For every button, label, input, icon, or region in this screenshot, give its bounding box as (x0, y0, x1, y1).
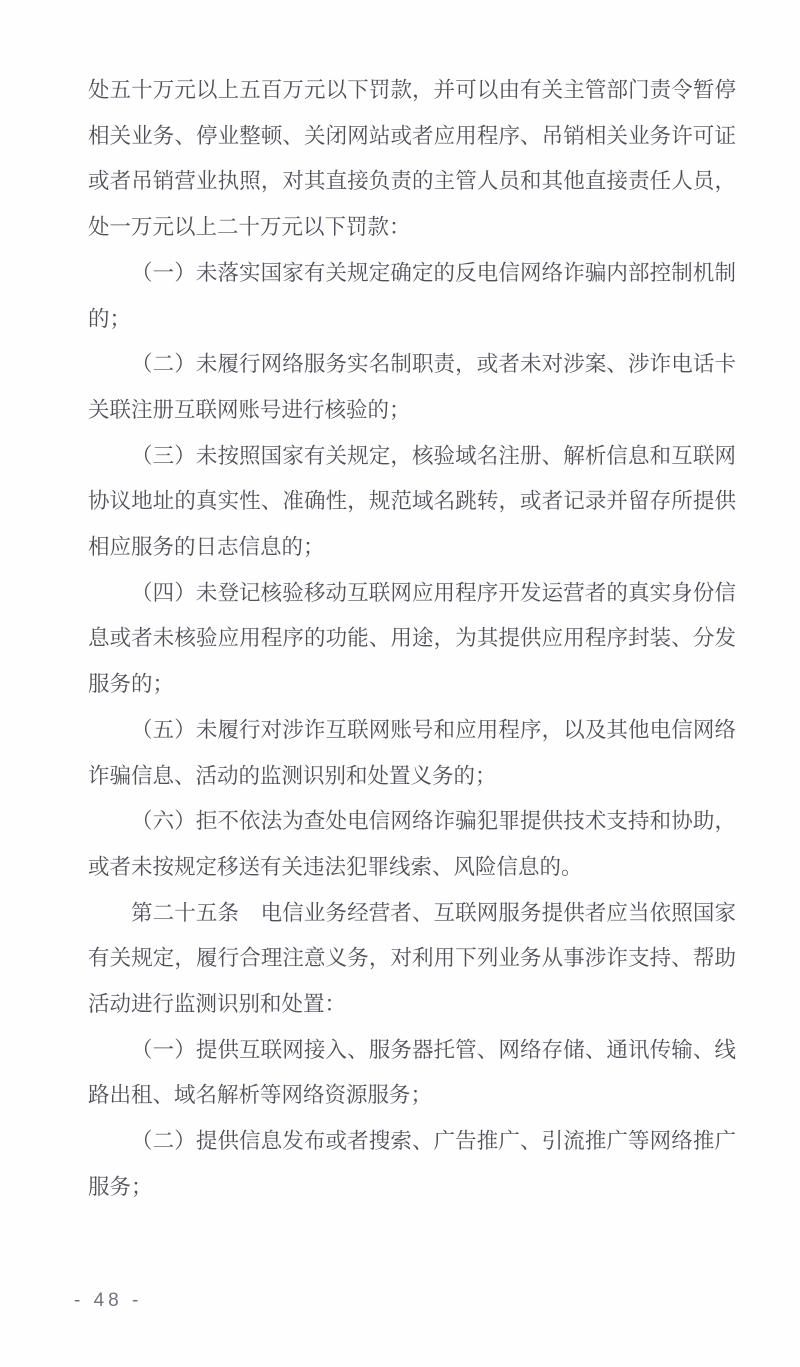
document-body (88, 68, 736, 1211)
paragraph: （一）提供互联网接入、服务器托管、网络存储、通讯传输、线路出租、域名解析等网络资源服务； (88, 1037, 736, 1108)
page-number: - 48 - (74, 1290, 143, 1311)
paragraph: （一）未落实国家有关规定确定的反电信网络诈骗内部控制机制的； (88, 260, 736, 331)
paragraph: 第二十五条 电信业务经营者、互联网服务提供者应当依照国家有关规定，履行合理注意义务，对利用下列业务从事涉诈支持、帮助活动进行监测识别和处置： (88, 900, 736, 1017)
paragraph: （二）提供信息发布或者搜索、广告推广、引流推广等网络推广服务； (88, 1129, 736, 1199)
paragraph: （二）未履行网络服务实名制职责，或者未对涉案、涉诈电话卡关联注册互联网账号进行核验的； (88, 352, 736, 422)
paragraph: （四）未登记核验移动互联网应用程序开发运营者的真实身份信息或者未核验应用程序的功能、用途，为其提供应用程序封装、分发服务的； (88, 580, 736, 697)
paragraph: （三）未按照国家有关规定，核验域名注册、解析信息和互联网协议地址的真实性、准确性，规范域名跳转，或者记录并留存所提供相应服务的日志信息的； (88, 443, 736, 560)
paragraph: 处五十万元以上五百万元以下罚款，并可以由有关主管部门责令暂停相关业务、停业整顿、关闭网站或者应用程序、吊销相关业务许可证或者吊销营业执照，对其直接负责的主管人员和其他直接责任人员，处一万元以上二十万元以下罚款： (88, 78, 736, 240)
paragraph: （五）未履行对涉诈互联网账号和应用程序，以及其他电信网络诈骗信息、活动的监测识别和处置义务的； (88, 717, 736, 788)
paragraph: （六）拒不依法为查处电信网络诈骗犯罪提供技术支持和协助，或者未按规定移送有关违法犯罪线索、风险信息的。 (88, 809, 736, 879)
